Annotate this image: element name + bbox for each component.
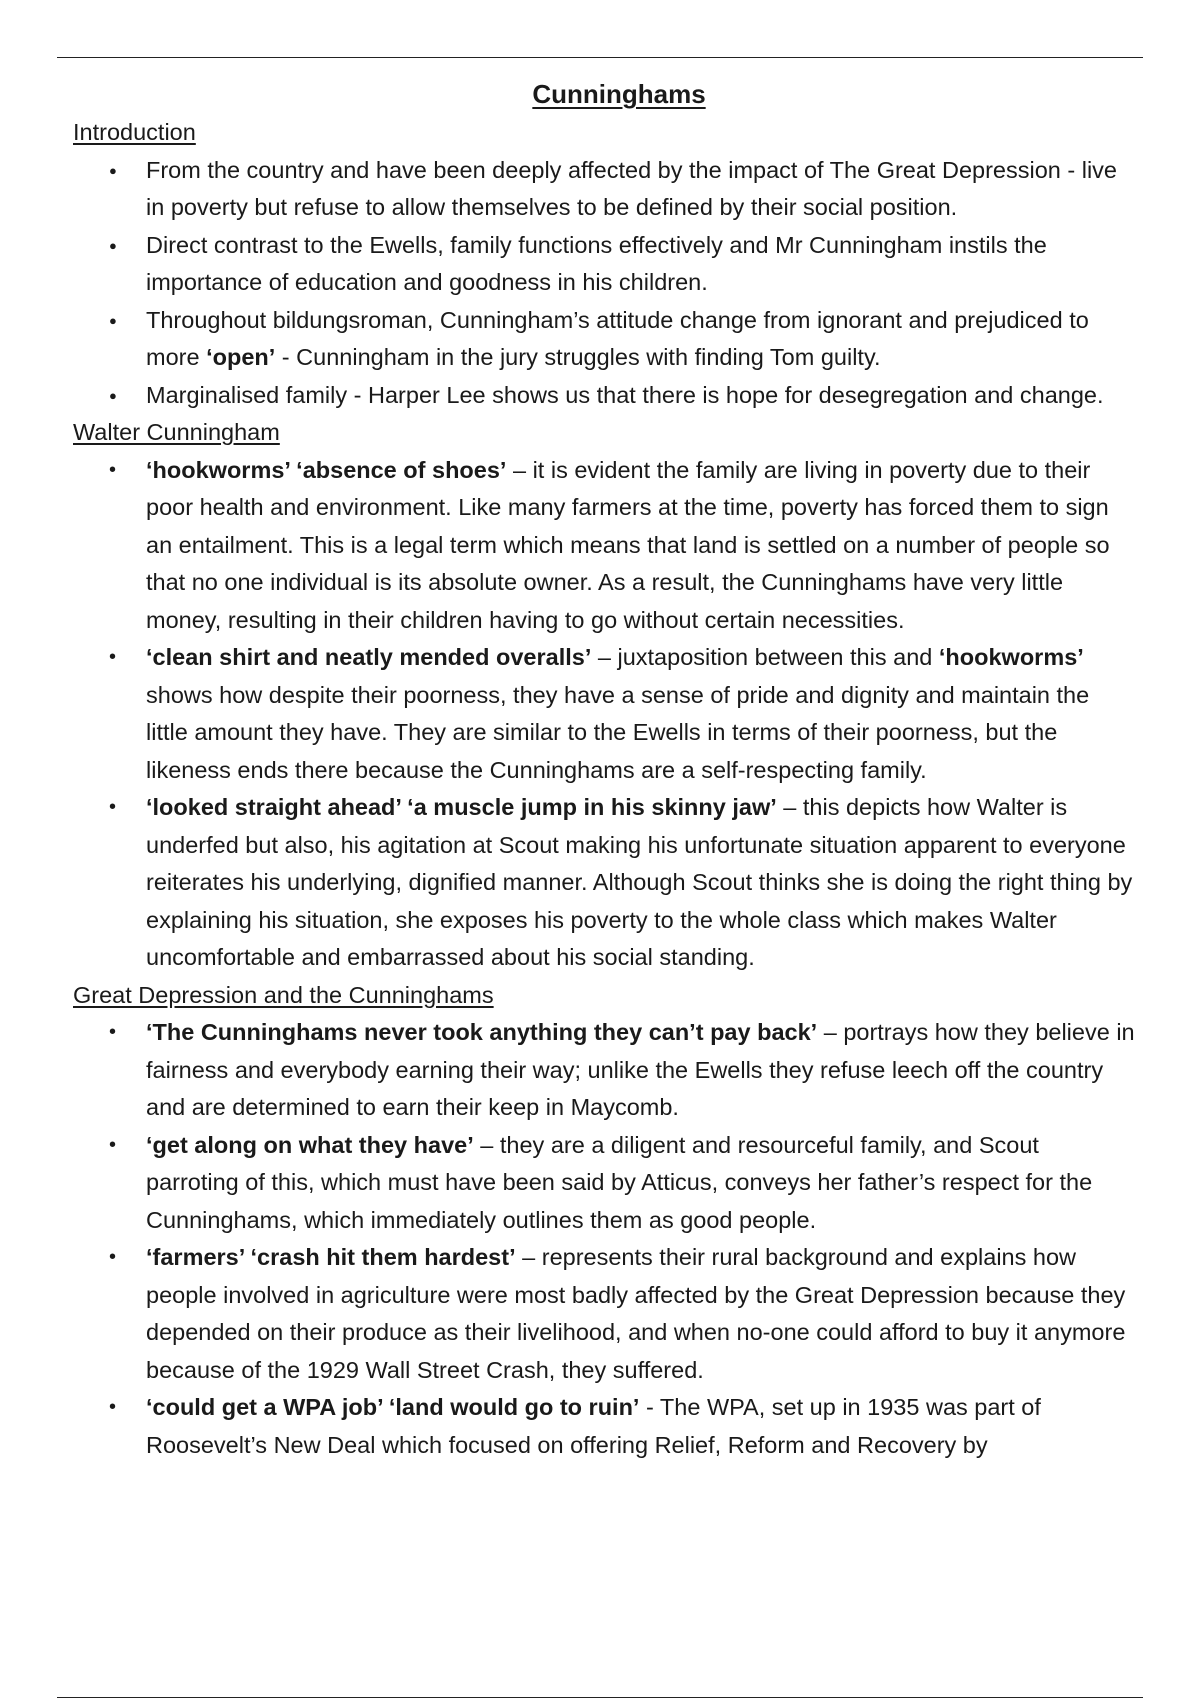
body-text: From the country and have been deeply affected by the impact of The Great Depression - live in poverty but refuse to allow themselves to be defined by their social position. [146, 156, 1118, 220]
quote-text: ‘clean shirt and neatly mended overalls’ [146, 644, 592, 670]
quote-text: ‘could get a WPA job’ ‘land would go to ruin’ [146, 1394, 640, 1420]
body-text: Throughout bildungsroman, Cunningham’s attitude change from ignorant and prejudiced to more [146, 306, 1089, 370]
bullet-icon: ● [109, 312, 117, 328]
body-text: shows how despite their poorness, they have a sense of pride and dignity and maintain the little amount they have. They are similar to the Ewells in terms of their poorness, but the likeness ends there because the Cunninghams are a self-respecting family. [146, 681, 1090, 783]
quote-text: ‘hookworms’ ‘absence of shoes’ [146, 456, 507, 483]
body-text: Marginalised family - Harper Lee shows us that there is hope for desegregation and change. [146, 381, 1104, 408]
list-item [73, 152, 1135, 227]
body-text: – this depicts how Walter is underfed but also, his agitation at Scout making his unfortunate situation apparent to everyone reiterates his underlying, dignified manner. Although Scout thinks she is doing the right thing by explaining his situation, she exposes his poverty to the whole class which makes Walter uncomfortable and embarrassed about his social standing. [146, 794, 1133, 970]
quote-text: ‘get along on what they have’ [146, 1131, 474, 1158]
body-text: – represents their rural background and explains how people involved in agriculture were most badly affected by the Great Depression because they depended on their produce as their livelihood, and when no-one could afford to buy it anymore because of the 1929 Wall Street Crash, they suffered. [146, 1244, 1126, 1383]
quote-text: ‘open’ [206, 344, 276, 370]
body-text: - Cunningham in the jury struggles with finding Tom guilty. [275, 344, 881, 370]
bullet-icon: ● [109, 387, 117, 403]
body-text: – they are a diligent and resourceful family, and Scout parroting of this, which must have been said by Atticus, conveys her father’s respect for the Cunninghams, which immediately outlines them as good people. [146, 1131, 1093, 1233]
list-item [73, 377, 1135, 415]
bullet-icon: • [109, 1246, 117, 1268]
bullet-list [73, 452, 1135, 977]
section-heading: Introduction [73, 119, 196, 145]
bullet-icon: • [109, 1021, 117, 1043]
top-border-rule [57, 57, 1143, 58]
body-text: – juxtaposition between this and [591, 644, 939, 670]
list-item [73, 1239, 1135, 1389]
section-heading: Walter Cunningham [73, 419, 280, 445]
body-text: - The WPA, set up in 1935 was part of Roosevelt’s New Deal which focused on offering Relief, Reform and Recovery by [146, 1394, 1041, 1458]
page-title: Cunninghams [532, 79, 706, 109]
bullet-icon: • [109, 646, 117, 668]
list-item [73, 227, 1135, 302]
bullet-icon: • [109, 1396, 117, 1418]
body-text: Direct contrast to the Ewells, family functions effectively and Mr Cunningham instils the importance of education and goodness in his children. [146, 231, 1047, 295]
quote-text: ‘The Cunninghams never took anything they can’t pay back’ [146, 1019, 818, 1045]
list-item [73, 1127, 1135, 1240]
bullet-icon: • [109, 796, 117, 818]
bullet-icon: • [109, 458, 117, 481]
bullet-icon: ● [109, 237, 117, 253]
document-body [73, 76, 1135, 1464]
bullet-list [73, 152, 1135, 415]
bullet-list [73, 1014, 1135, 1464]
bullet-icon: • [109, 1133, 117, 1156]
bullet-icon: ● [109, 162, 117, 178]
list-item [73, 302, 1135, 377]
list-item [73, 789, 1135, 977]
quote-text: ‘hookworms’ [938, 644, 1084, 670]
body-text: – portrays how they believe in fairness and everybody earning their way; unlike the Ewells they refuse leech off the country and are determined to earn their keep in Maycomb. [146, 1019, 1135, 1120]
section-heading: Great Depression and the Cunninghams [73, 981, 494, 1008]
list-item [73, 452, 1135, 640]
body-text: – it is evident the family are living in poverty due to their poor health and environment. Like many farmers at the time, poverty has forced them to sign an entailment. This is a legal term which means that land is settled on a number of people so that no one individual is its absolute owner. As a result, the Cunninghams have very little money, resulting in their children having to go without certain necessities. [146, 456, 1110, 633]
bottom-border-rule [57, 1697, 1143, 1698]
quote-text: ‘farmers’ ‘crash hit them hardest’ [146, 1244, 516, 1270]
list-item [73, 1389, 1135, 1464]
list-item [73, 639, 1135, 789]
quote-text: ‘looked straight ahead’ ‘a muscle jump in his skinny jaw’ [146, 794, 777, 820]
sections-container [73, 114, 1135, 1464]
list-item [73, 1014, 1135, 1127]
